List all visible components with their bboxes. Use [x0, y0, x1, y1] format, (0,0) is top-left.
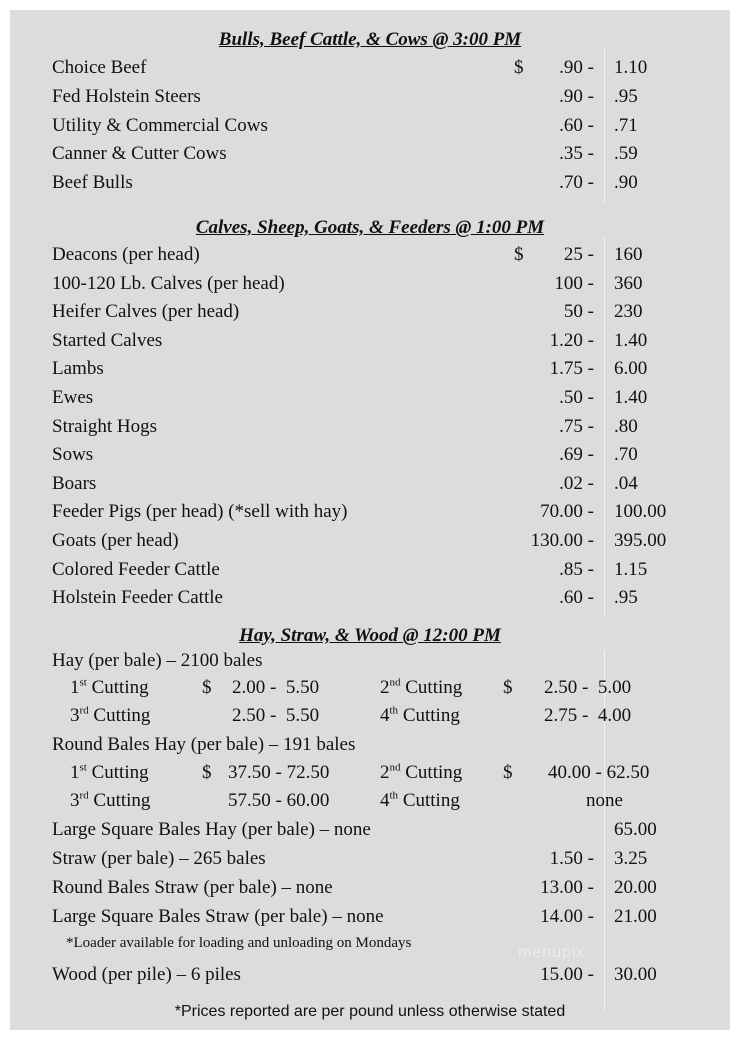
- price-row-label: Holstein Feeder Cattle: [52, 587, 223, 609]
- price-row-high: 100.00: [614, 501, 667, 523]
- price-row-high: .95: [614, 587, 638, 609]
- price-row-low: .69 -: [559, 444, 594, 466]
- price-row-low: 25 -: [563, 244, 594, 265]
- price-row-high: 160: [614, 244, 643, 265]
- price-row-low: .50 -: [559, 387, 594, 408]
- price-row-high: .90: [614, 172, 638, 194]
- price-row-low: 50 -: [563, 301, 594, 323]
- price-row-high: 230: [614, 301, 643, 323]
- section-title-cattle: Bulls, Beef Cattle, & Cows @ 3:00 PM: [218, 29, 522, 50]
- price-row-label: Beef Bulls: [52, 172, 133, 194]
- price-row-label: Deacons (per head): [52, 244, 200, 265]
- round-cutting-2-price: 40.00 - 62.50: [548, 762, 650, 783]
- price-row-low: .70 -: [559, 172, 594, 194]
- price-row-low: .90 -: [559, 57, 594, 78]
- hay-cutting-1-price: 2.00 - 5.50: [232, 677, 320, 698]
- price-row-high: .95: [614, 85, 638, 107]
- round-cutting-1-dollar: $: [202, 762, 212, 783]
- straw-label: Straw (per bale) – 265 bales: [52, 848, 266, 869]
- column-divider: [604, 650, 605, 1010]
- price-row-low: 1.75 -: [549, 358, 594, 380]
- price-row-label: Colored Feeder Cattle: [52, 558, 220, 580]
- price-row-high: 360: [614, 272, 643, 294]
- wood-low: 15.00 -: [540, 964, 594, 985]
- hay-cutting-1-label: 1st Cutting: [70, 676, 149, 698]
- price-row-high: 1.15: [614, 558, 648, 580]
- hay-cutting-2-dollar: $: [503, 677, 513, 698]
- price-row-label: Fed Holstein Steers: [52, 85, 201, 107]
- price-row-label: Started Calves: [52, 329, 163, 351]
- straw-low: 1.50 -: [549, 848, 594, 869]
- price-row-label: Goats (per head): [52, 530, 179, 551]
- price-row-high: .04: [614, 472, 638, 494]
- large-square-hay-price: 65.00: [614, 819, 657, 840]
- price-row-label: Feeder Pigs (per head) (*sell with hay): [52, 501, 348, 523]
- section-title-hay: Hay, Straw, & Wood @ 12:00 PM: [239, 625, 501, 646]
- straw-high: 3.25: [614, 848, 648, 869]
- price-row-high: 1.40: [614, 387, 648, 408]
- price-row-high: 395.00: [614, 530, 667, 551]
- large-square-straw-low: 14.00 -: [540, 906, 594, 927]
- hay-cutting-1-dollar: $: [202, 677, 212, 698]
- round-cutting-3-price: 57.50 - 60.00: [228, 790, 330, 811]
- price-row-low: .90 -: [559, 85, 594, 107]
- price-row-low: 1.20 -: [549, 329, 594, 351]
- price-row-high: .70: [614, 444, 638, 466]
- column-divider: [604, 236, 605, 616]
- price-row-label: Sows: [52, 444, 94, 466]
- round-cutting-4-label: 4th Cutting: [380, 789, 460, 811]
- large-square-hay-label: Large Square Bales Hay (per bale) – none: [52, 819, 371, 840]
- price-row-high: 1.40: [614, 329, 648, 351]
- price-row-label: Choice Beef: [52, 57, 147, 78]
- footer-note: *Prices reported are per pound unless otherwise stated: [174, 1003, 566, 1020]
- hay-cutting-2-price: 2.50 - 5.00: [544, 677, 632, 698]
- hay-cutting-4-label: 4th Cutting: [380, 704, 460, 726]
- round-cutting-1-price: 37.50 - 72.50: [228, 762, 330, 783]
- price-row-low: .60 -: [559, 114, 594, 136]
- hay-cutting-2-label: 2nd Cutting: [380, 676, 463, 698]
- watermark: menupix: [518, 944, 586, 961]
- price-row-low: 100 -: [554, 272, 594, 294]
- section-title-calves: Calves, Sheep, Goats, & Feeders @ 1:00 PM: [195, 217, 545, 238]
- price-row-high: 6.00: [614, 358, 648, 380]
- round-cutting-4-price: none: [586, 790, 623, 811]
- wood-high: 30.00: [614, 964, 657, 985]
- hay-cutting-3-label: 3rd Cutting: [70, 704, 151, 726]
- price-row-low: .35 -: [559, 143, 594, 165]
- large-square-straw-label: Large Square Bales Straw (per bale) – none: [52, 906, 384, 927]
- round-straw-low: 13.00 -: [540, 877, 594, 898]
- price-row-label: Lambs: [52, 358, 104, 380]
- wood-label: Wood (per pile) – 6 piles: [52, 964, 241, 985]
- round-bales-label: Round Bales Hay (per bale) – 191 bales: [52, 734, 356, 755]
- price-row-high: .71: [614, 114, 638, 136]
- round-cutting-1-label: 1st Cutting: [70, 761, 149, 783]
- price-row-low: .85 -: [559, 558, 594, 580]
- price-row-label: Ewes: [52, 387, 94, 408]
- price-row-label: Heifer Calves (per head): [52, 301, 240, 323]
- loader-note: *Loader available for loading and unloading on Mondays: [66, 935, 412, 951]
- price-row-high: .80: [614, 415, 638, 437]
- price-row-low: .02 -: [559, 472, 594, 494]
- price-row-dollar: $: [514, 244, 524, 265]
- price-row-label: Canner & Cutter Cows: [52, 143, 227, 165]
- price-row-high: 1.10: [614, 57, 648, 78]
- hay-cutting-4-price: 2.75 - 4.00: [544, 705, 632, 726]
- round-cutting-3-label: 3rd Cutting: [70, 789, 151, 811]
- price-row-label: Straight Hogs: [52, 415, 158, 437]
- round-straw-high: 20.00: [614, 877, 657, 898]
- price-row-low: .75 -: [559, 415, 594, 437]
- hay-label: Hay (per bale) – 2100 bales: [52, 650, 263, 671]
- price-row-label: Boars: [52, 472, 97, 494]
- price-row-dollar: $: [514, 57, 524, 78]
- price-row-low: 70.00 -: [540, 501, 594, 523]
- price-row-high: .59: [614, 143, 638, 165]
- round-straw-label: Round Bales Straw (per bale) – none: [52, 877, 333, 898]
- round-cutting-2-label: 2nd Cutting: [380, 761, 463, 783]
- price-row-low: .60 -: [559, 587, 594, 609]
- price-row-label: Utility & Commercial Cows: [52, 114, 268, 136]
- price-row-low: 130.00 -: [530, 530, 594, 551]
- price-row-label: 100-120 Lb. Calves (per head): [52, 272, 285, 294]
- hay-cutting-3-price: 2.50 - 5.50: [232, 705, 320, 726]
- column-divider: [604, 48, 605, 204]
- large-square-straw-high: 21.00: [614, 906, 657, 927]
- round-cutting-2-dollar: $: [503, 762, 513, 783]
